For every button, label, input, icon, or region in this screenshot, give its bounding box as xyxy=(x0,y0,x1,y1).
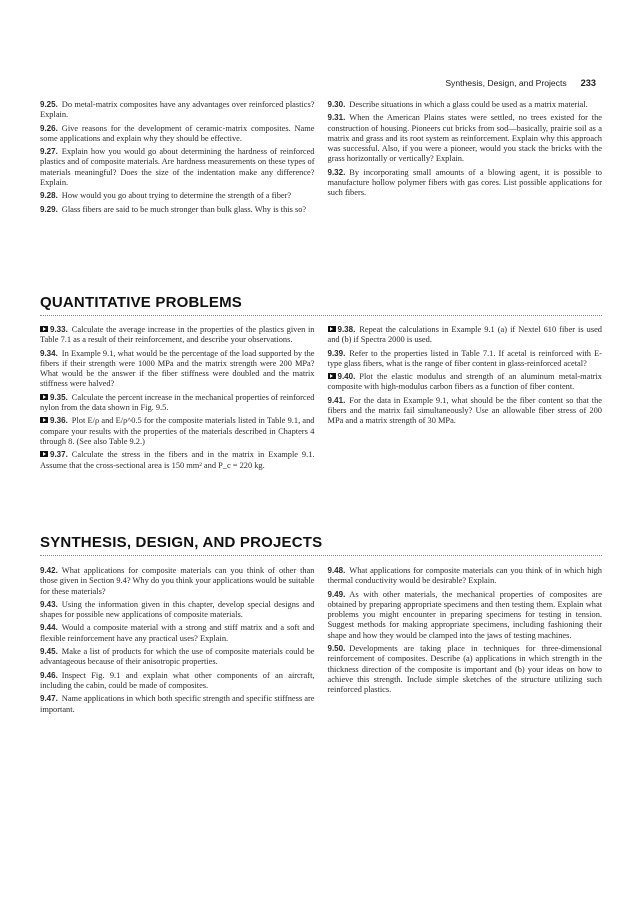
question-9-28: 9.28. How would you go about trying to determine the strength of a fiber? xyxy=(40,191,292,201)
problem-9-37: 9.37. Calculate the stress in the fibers and in the matrix in Example 9.1. Assume that the cross-sectional area is 150 mm² and P_c = 220 kg. xyxy=(40,450,315,470)
problem-9-44: 9.44. Would a composite material with a strong and stiff matrix and a soft and flexible reinforcement have any practical uses? Explain. xyxy=(40,623,315,643)
synthesis-problems xyxy=(40,566,602,718)
question-9-30: 9.30. Describe situations in which a glass could be used as a matrix material. xyxy=(327,100,588,109)
section-title-quantitative: QUANTITATIVE PROBLEMS xyxy=(40,294,242,311)
problem-9-48: 9.48. What applications for composite materials can you think of in which high thermal conductivity would be desirable? Explain. xyxy=(327,566,602,586)
conceptual-questions xyxy=(40,100,602,218)
problem-9-39: 9.39. Refer to the properties listed in Table 7.1. If acetal is reinforced with E-type glass fibers, what is the range of fiber content in glass-reinforced acetal? xyxy=(327,348,602,368)
problem-9-43: 9.43. Using the information given in this chapter, develop special designs and shapes for possible new applications of composite materials. xyxy=(40,599,315,620)
cd-icon xyxy=(328,326,336,332)
problem-9-34: 9.34. In Example 9.1, what would be the percentage of the load supported by the fibers if their strength were 1000 MPa and the matrix strength were 200 MPa? What would be the answer if the fiber stiffness were doubled and the matrix stiffness were halved? xyxy=(40,348,315,389)
problem-9-47: 9.47. Name applications in which both specific strength and specific stiffness are important. xyxy=(40,694,315,714)
left-column xyxy=(40,100,315,218)
question-9-26: 9.26. Give reasons for the development of ceramic-matrix composites. Name some applications and explain why they should be effective. xyxy=(40,123,315,143)
problem-9-42: 9.42. What applications for composite materials can you think of other than those given in Section 9.4? Why do you think your applications would be suitable for these materials? xyxy=(40,566,315,596)
problem-9-45: 9.45. Make a list of products for which the use of composite materials could be advantageous because of their anisotropic properties. xyxy=(40,647,315,667)
problem-9-33: 9.33. Calculate the average increase in the properties of the plastics given in Table 7.1 as a result of their reinforcement, and describe your observations. xyxy=(40,325,315,345)
section-rule xyxy=(40,555,602,556)
question-9-27: 9.27. Explain how you would go about determining the hardness of reinforced plastics and of composite materials. Are hardness measurements on these types of materials meaningful? Does the size of the indentation make any difference? Explain. xyxy=(40,147,315,188)
right-column xyxy=(328,325,603,474)
question-9-32: 9.32. By incorporating small amounts of a blowing agent, it is possible to manufacture hollow polymer fibers with gas cores. List possible applications for such fibers. xyxy=(327,167,602,198)
left-column xyxy=(40,325,315,474)
problem-9-38: 9.38. Repeat the calculations in Example 9.1 (a) if Nextel 610 fiber is used and (b) if Spectra 2000 is used. xyxy=(327,325,602,345)
running-title: Synthesis, Design, and Projects xyxy=(445,78,567,88)
problem-9-41: 9.41. For the data in Example 9.1, what should be the fiber content so that the fibers and the matrix fail simultaneously? Use an allowable fiber stress of 200 MPa and a matrix strength of 30 MPa. xyxy=(327,395,602,426)
question-9-25: 9.25. Do metal-matrix composites have any advantages over reinforced plastics? Explain. xyxy=(40,100,315,120)
problem-9-35: 9.35. Calculate the percent increase in the mechanical properties of reinforced nylon from the data shown in Fig. 9.5. xyxy=(40,392,315,413)
right-column xyxy=(328,100,603,218)
problem-9-49: 9.49. As with other materials, the mechanical properties of composites are obtained by preparing appropriate specimens and then testing them. Explain what problems you might encounter in preparing specimens for testing in tension. Suggest methods for making appropriate specimens, including fashioning their shape and how they would be clamped into the jaws of testing machines. xyxy=(327,589,602,640)
cd-icon xyxy=(40,417,48,423)
question-9-31: 9.31. When the American Plains states were settled, no trees existed for the construction of housing. Pioneers cut bricks from sod—basically, prairie soil as a matrix and grass and its root system as reinforcement. Explain why this approach was successful. Also, if you were a pioneer, would you stack the bricks with the grass horizontally or vertically? Explain. xyxy=(327,113,602,164)
section-title-synthesis: SYNTHESIS, DESIGN, AND PROJECTS xyxy=(40,534,323,551)
problem-9-46: 9.46. Inspect Fig. 9.1 and explain what other components of an aircraft, including the cabin, could be made of composites. xyxy=(40,670,315,690)
problem-9-50: 9.50. Developments are taking place in techniques for three-dimensional reinforcement of composites. Describe (a) applications in which strength in the thickness direction of the composite is important and (b) your ideas on how to achieve this strength. Include simple sketches of the structure utilizing such reinforced plastics. xyxy=(327,644,602,695)
right-column xyxy=(328,566,603,718)
cd-icon xyxy=(40,326,48,332)
left-column xyxy=(40,566,315,718)
cd-icon xyxy=(40,394,48,400)
page-number: 233 xyxy=(580,78,596,88)
question-9-29: 9.29. Glass fibers are said to be much stronger than bulk glass. Why is this so? xyxy=(40,204,307,214)
problem-9-40: 9.40. Plot the elastic modulus and strength of an aluminum metal-matrix composite with high-modulus carbon fibers as a function of fiber content. xyxy=(327,372,602,392)
section-rule xyxy=(40,315,602,316)
cd-icon xyxy=(40,451,48,457)
quantitative-problems xyxy=(40,325,602,474)
running-header xyxy=(400,78,596,88)
problem-9-36: 9.36. Plot E/ρ and E/ρ^0.5 for the composite materials listed in Table 9.1, and compare your results with the properties of the materials described in Chapters 4 through 8. (See also Table 9.2.) xyxy=(40,416,315,446)
cd-icon xyxy=(328,373,336,379)
